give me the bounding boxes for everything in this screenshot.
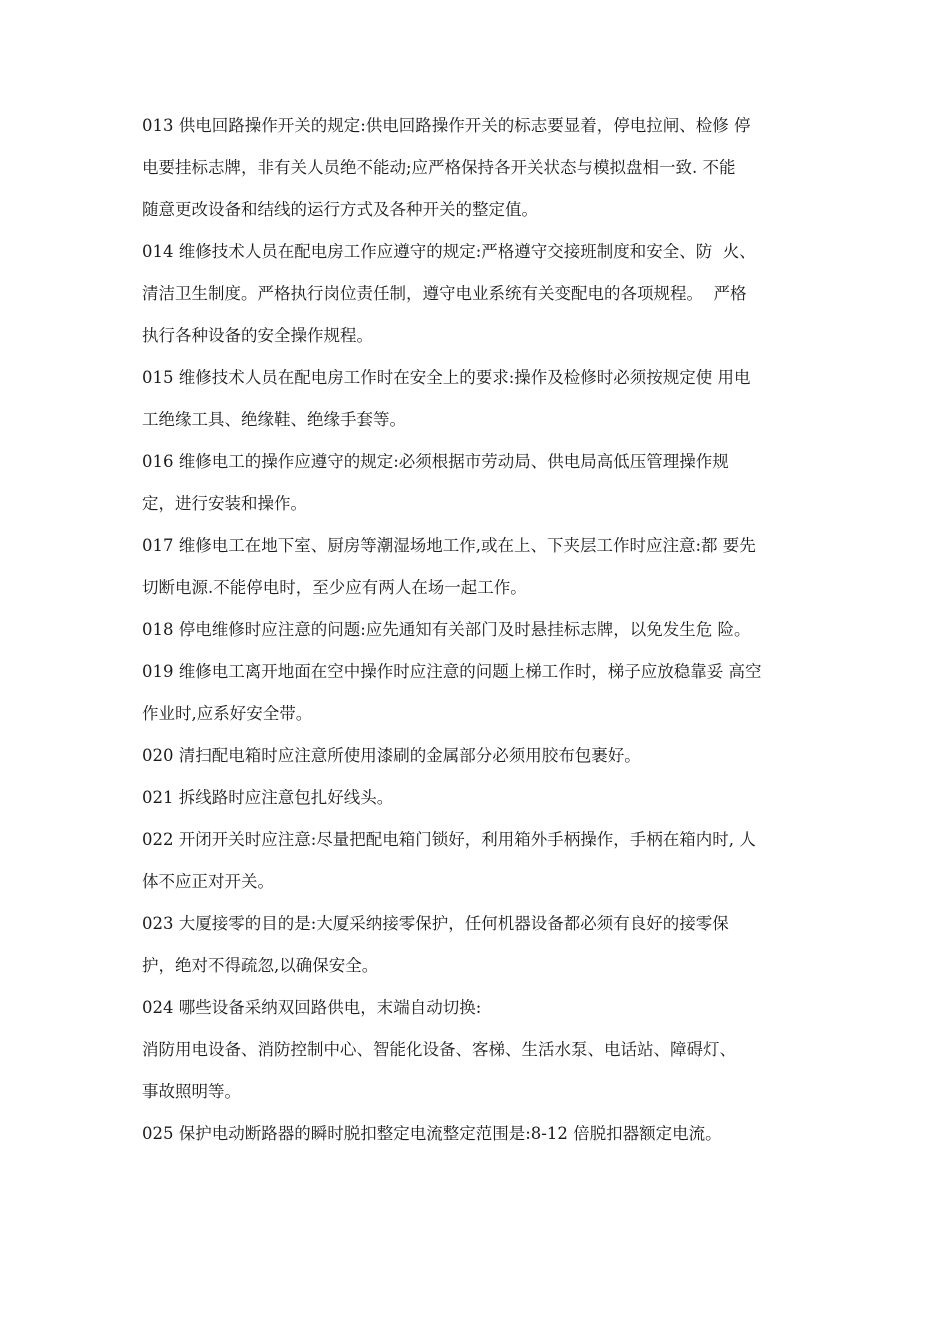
text-line: 021 拆线路时应注意包扎好线头。 [142,788,394,807]
paragraph-016 [142,452,822,514]
text-line: 022 开闭开关时应注意:尽量把配电箱门锁好，利用箱外手柄操作，手柄在箱内时, 人 [142,830,756,849]
paragraph-024 [142,998,822,1018]
text-line: 024 哪些设备采纳双回路供电，末端自动切换: [142,998,482,1017]
text-line: 定，进行安装和操作。 [142,494,307,513]
text-line: 电要挂标志牌，非有关人员绝不能动;应严格保持各开关状态与模拟盘相一致. 不能 [142,158,736,177]
paragraph-020 [142,746,822,766]
document-body [142,116,822,1144]
paragraph-022 [142,830,822,892]
text-line: 执行各种设备的安全操作规程。 [142,326,373,345]
text-line: 015 维修技术人员在配电房工作时在安全上的要求:操作及检修时必须按规定使 用电 [142,368,751,387]
paragraph-021 [142,788,822,808]
paragraph-025 [142,1124,822,1144]
paragraph-017 [142,536,822,598]
paragraph-019 [142,662,822,724]
paragraph-018 [142,620,822,640]
text-line: 020 清扫配电箱时应注意所使用漆刷的金属部分必须用胶布包裹好。 [142,746,641,765]
text-line: 017 维修电工在地下室、厨房等潮湿场地工作,或在上、下夹层工作时应注意:都 要先 [142,536,756,555]
paragraph-023 [142,914,822,976]
text-line: 切断电源.不能停电时，至少应有两人在场一起工作。 [142,578,527,597]
text-line: 消防用电设备、消防控制中心、智能化设备、客梯、生活水泵、电话站、障碍灯、 [142,1040,736,1059]
paragraph-014 [142,242,822,346]
text-line: 013 供电回路操作开关的规定:供电回路操作开关的标志要显着，停电拉闸、检修 停 [142,116,751,135]
text-line: 作业时,应系好安全带。 [142,704,313,723]
text-line: 事故照明等。 [142,1082,241,1101]
paragraph-013 [142,116,822,220]
text-line: 018 停电维修时应注意的问题:应先通知有关部门及时悬挂标志牌，以免发生危 险。 [142,620,751,639]
text-line: 工绝缘工具、绝缘鞋、绝缘手套等。 [142,410,406,429]
text-line: 023 大厦接零的目的是:大厦采纳接零保护，任何机器设备都必须有良好的接零保 [142,914,729,933]
paragraph-024-list [142,1040,822,1102]
text-line: 019 维修电工离开地面在空中操作时应注意的问题上梯工作时，梯子应放稳靠妥 高空 [142,662,762,681]
text-line: 025 保护电动断路器的瞬时脱扣整定电流整定范围是:8-12 倍脱扣器额定电流。 [142,1124,722,1143]
text-line: 016 维修电工的操作应遵守的规定:必须根据市劳动局、供电局高低压管理操作规 [142,452,729,471]
text-line: 随意更改设备和结线的运行方式及各种开关的整定值。 [142,200,538,219]
text-line: 体不应正对开关。 [142,872,274,891]
text-line: 护，绝对不得疏忽,以确保安全。 [142,956,379,975]
text-line: 清洁卫生制度。严格执行岗位责任制，遵守电业系统有关变配电的各项规程。 严格 [142,284,747,303]
text-line: 014 维修技术人员在配电房工作应遵守的规定:严格遵守交接班制度和安全、防 火、 [142,242,756,261]
paragraph-015 [142,368,822,430]
